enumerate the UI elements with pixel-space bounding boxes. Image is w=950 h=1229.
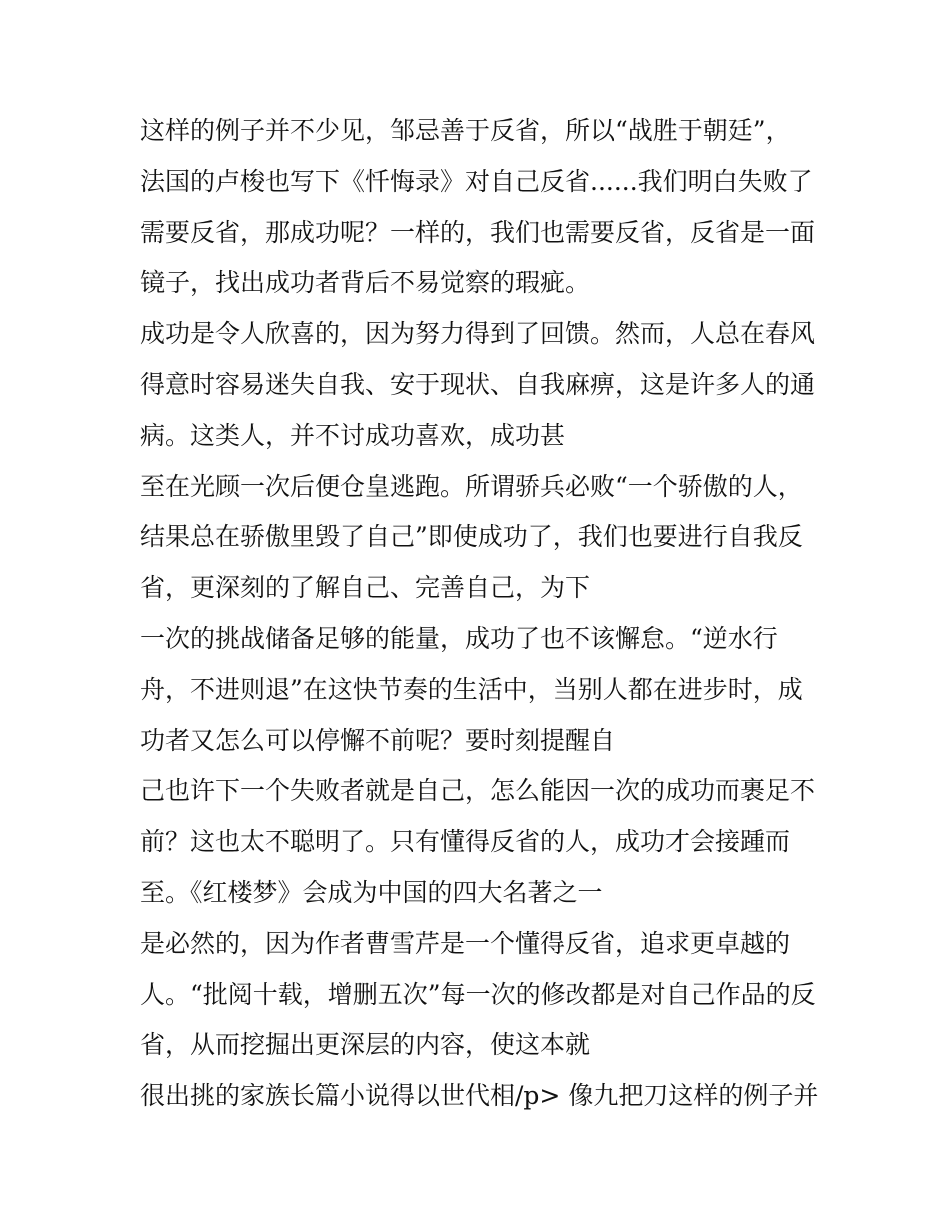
text-line: 得意时容易迷失自我、安于现状、自我麻痹，这是许多人的通 xyxy=(140,369,816,399)
text-line: 很出挑的家族长篇小说得以世代相/p> 像九把刀这样的例子并 xyxy=(140,1081,819,1111)
text-line: 法国的卢梭也写下《忏悔录》对自己反省......我们明白失败了 xyxy=(140,166,813,196)
text-line: 一次的挑战储备足够的能量，成功了也不该懈怠。“逆水行 xyxy=(140,623,778,653)
text-line: 省，从而挖掘出更深层的内容，使这本就 xyxy=(140,1030,591,1060)
text-line: 人。“批阅十载，增删五次”每一次的修改都是对自己作品的反 xyxy=(140,979,816,1009)
text-line: 至在光顾一次后便仓皇逃跑。所谓骄兵必败“一个骄傲的人， xyxy=(140,471,803,501)
text-line: 镜子，找出成功者背后不易觉察的瑕疵。 xyxy=(140,268,591,298)
text-line: 省，更深刻的了解自己、完善自己，为下 xyxy=(140,573,591,603)
text-line: 结果总在骄傲里毁了自己”即使成功了，我们也要进行自我反 xyxy=(140,522,803,552)
text-line: 前？这也太不聪明了。只有懂得反省的人，成功才会接踵而 xyxy=(140,827,791,857)
text-line: 这样的例子并不少见，邹忌善于反省，所以“战胜于朝廷”， xyxy=(140,116,791,145)
text-line: 是必然的，因为作者曹雪芹是一个懂得反省，追求更卓越的 xyxy=(140,928,791,958)
text-line: 病。这类人，并不讨成功喜欢，成功甚 xyxy=(140,420,566,450)
text-line: 舟，不进则退”在这快节奏的生活中，当别人都在进步时，成 xyxy=(140,674,803,704)
essay-text xyxy=(140,106,830,1122)
text-line: 己也许下一个失败者就是自己，怎么能因一次的成功而裹足不 xyxy=(140,776,816,806)
text-line: 需要反省，那成功呢？一样的，我们也需要反省，反省是一面 xyxy=(140,217,816,247)
text-line: 功者又怎么可以停懈不前呢？要时刻提醒自 xyxy=(140,725,616,755)
text-line: 至。《红楼梦》会成为中国的四大名著之一 xyxy=(140,877,603,907)
text-line: 成功是令人欣喜的，因为努力得到了回馈。然而，人总在春风 xyxy=(140,319,816,349)
